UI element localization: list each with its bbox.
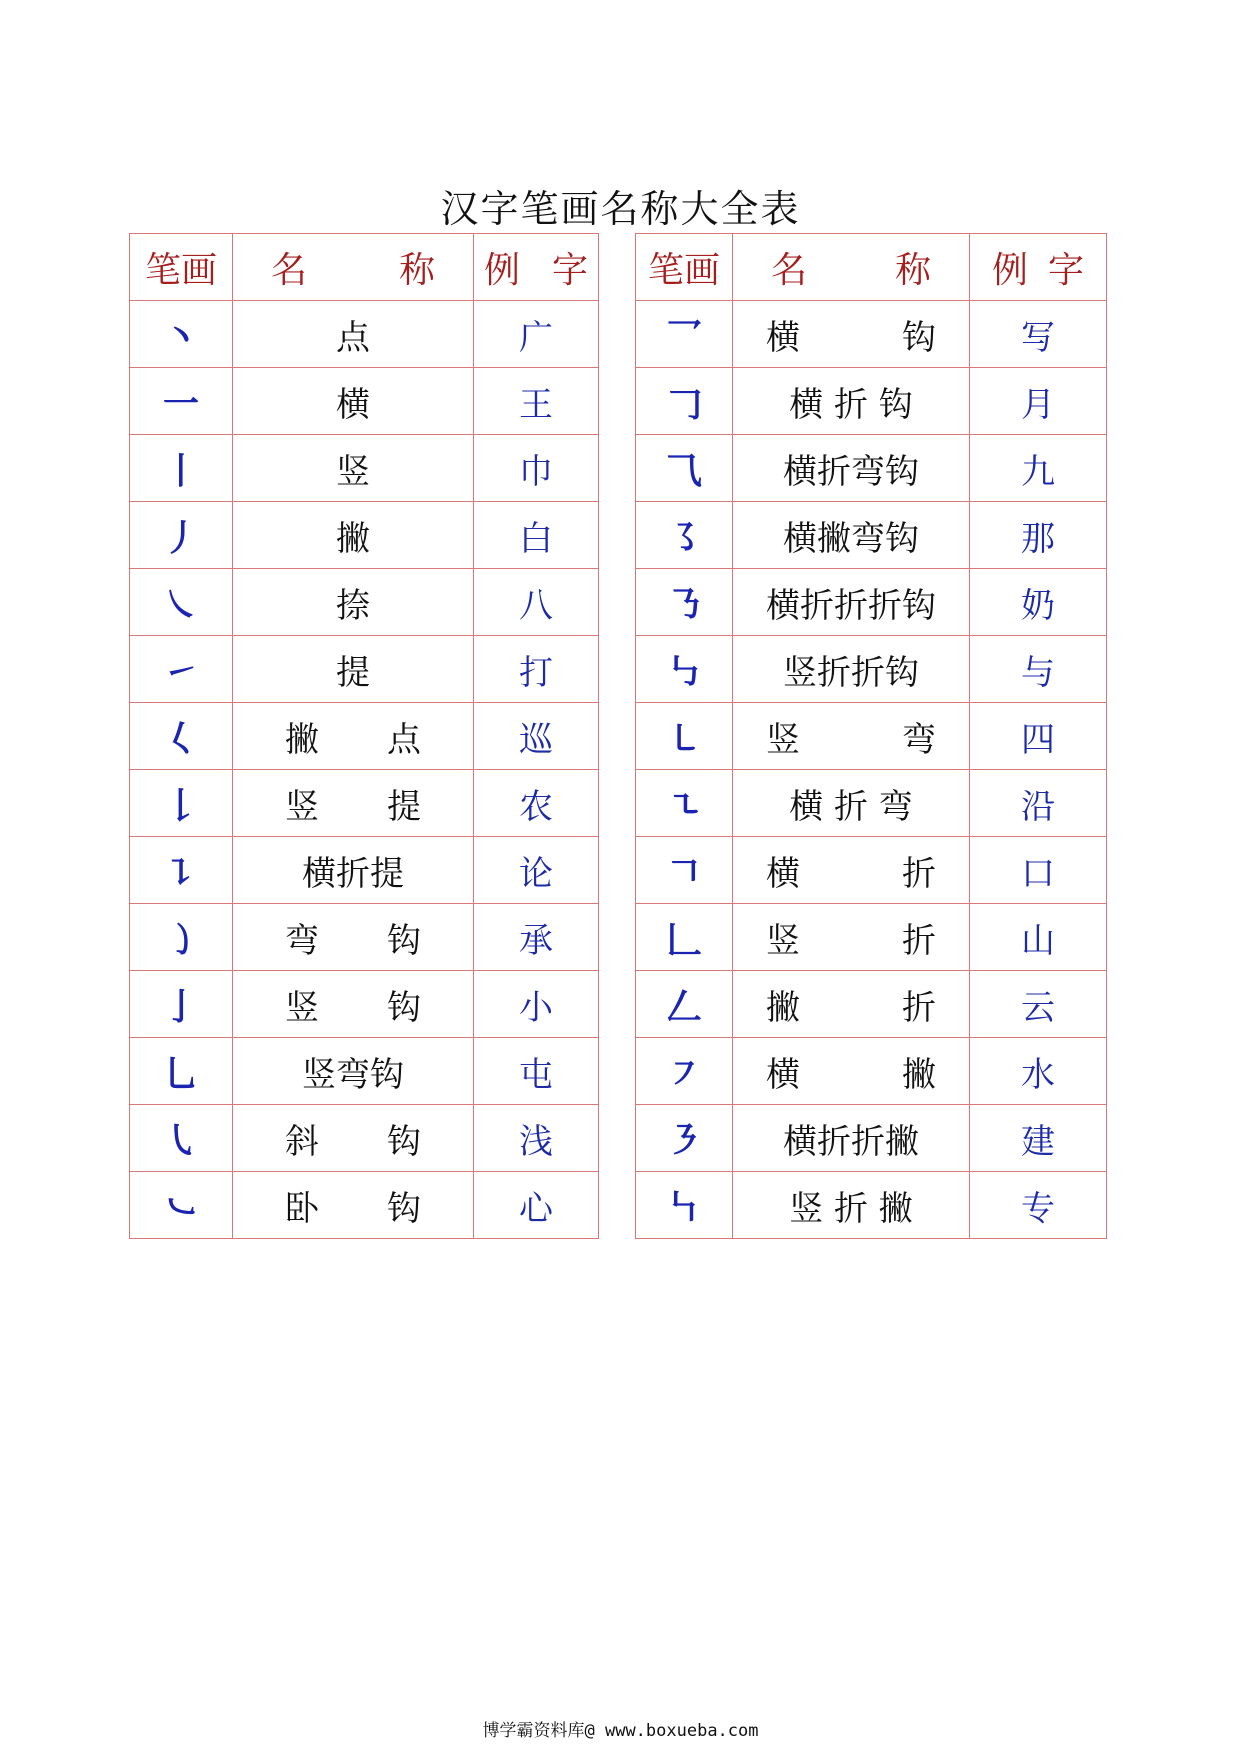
stroke-cell-right: ㇄ xyxy=(636,703,733,770)
name-cell-right: 横 钩 xyxy=(733,301,970,368)
table-row xyxy=(130,770,1107,837)
stroke-cell: 丿 xyxy=(130,502,233,569)
table-gap xyxy=(599,971,636,1038)
table-row xyxy=(130,971,1107,1038)
header-stroke: 笔画 xyxy=(130,234,233,301)
table-gap xyxy=(599,1172,636,1239)
stroke-cell-right: 𠃌 xyxy=(636,368,733,435)
stroke-cell: 𠄌 xyxy=(130,770,233,837)
example-cell-right: 口 xyxy=(970,837,1107,904)
stroke-cell: ㇁ xyxy=(130,904,233,971)
stroke-cell-right: ㇉ xyxy=(636,636,733,703)
table-row xyxy=(130,569,1107,636)
stroke-cell-right: 𠃊 xyxy=(636,904,733,971)
name-cell-right: 横 折 弯 xyxy=(733,770,970,837)
table-gap xyxy=(599,636,636,703)
header-name-2 xyxy=(733,234,970,301)
name-cell: 竖 xyxy=(233,435,474,502)
stroke-table xyxy=(129,233,1107,1239)
stroke-cell-right: 乛 xyxy=(636,301,733,368)
table-row xyxy=(130,435,1107,502)
stroke-cell: ㇀ xyxy=(130,636,233,703)
name-cell: 弯 钩 xyxy=(233,904,474,971)
example-cell-right: 水 xyxy=(970,1038,1107,1105)
footer-watermark: 博学霸资料库@ www.boxueba.com xyxy=(482,1721,759,1741)
table-gap xyxy=(599,904,636,971)
example-cell: 王 xyxy=(474,368,599,435)
stroke-cell: 一 xyxy=(130,368,233,435)
header-name xyxy=(233,234,474,301)
stroke-cell-right: ㇋ xyxy=(636,1105,733,1172)
table-gap xyxy=(599,770,636,837)
stroke-cell-right: 𠃍 xyxy=(636,837,733,904)
table-gap xyxy=(599,435,636,502)
page-title: 汉字笔画名称大全表 xyxy=(440,187,801,231)
name-cell: 横 xyxy=(233,368,474,435)
example-cell-right: 云 xyxy=(970,971,1107,1038)
name-cell: 撇 点 xyxy=(233,703,474,770)
example-cell-right: 专 xyxy=(970,1172,1107,1239)
table-header-row xyxy=(130,234,1107,301)
name-cell: 竖 提 xyxy=(233,770,474,837)
example-cell: 屯 xyxy=(474,1038,599,1105)
table-gap xyxy=(599,837,636,904)
name-cell: 捺 xyxy=(233,569,474,636)
name-cell: 竖弯钩 xyxy=(233,1038,474,1105)
example-cell-right: 九 xyxy=(970,435,1107,502)
name-cell-right: 竖折折钩 xyxy=(733,636,970,703)
name-cell: 竖 钩 xyxy=(233,971,474,1038)
stroke-cell-right: ⺄ xyxy=(636,435,733,502)
stroke-cell: 𡿨 xyxy=(130,703,233,770)
header-name-b: 称 xyxy=(398,249,435,291)
stroke-cell: ㇊ xyxy=(130,837,233,904)
table-gap xyxy=(599,1105,636,1172)
stroke-cell: 丨 xyxy=(130,435,233,502)
table-gap xyxy=(599,368,636,435)
name-cell-right: 横 折 钩 xyxy=(733,368,970,435)
example-cell: 八 xyxy=(474,569,599,636)
name-cell: 卧 钩 xyxy=(233,1172,474,1239)
stroke-cell: 乚 xyxy=(130,1038,233,1105)
stroke-cell: 丶 xyxy=(130,301,233,368)
header-stroke-2: 笔画 xyxy=(636,234,733,301)
example-cell: 打 xyxy=(474,636,599,703)
example-cell: 论 xyxy=(474,837,599,904)
name-cell: 斜 钩 xyxy=(233,1105,474,1172)
stroke-cell-right: 𠃋 xyxy=(636,971,733,1038)
example-cell: 巾 xyxy=(474,435,599,502)
name-cell-right: 横折折折钩 xyxy=(733,569,970,636)
stroke-cell: 亅 xyxy=(130,971,233,1038)
name-cell: 提 xyxy=(233,636,474,703)
example-cell-right: 四 xyxy=(970,703,1107,770)
table-gap xyxy=(599,1038,636,1105)
name-cell: 撇 xyxy=(233,502,474,569)
table-gap xyxy=(599,502,636,569)
stroke-cell-right: ㇍ xyxy=(636,770,733,837)
example-cell: 浅 xyxy=(474,1105,599,1172)
example-cell-right: 写 xyxy=(970,301,1107,368)
table-row xyxy=(130,1172,1107,1239)
header-name-b-2: 称 xyxy=(894,249,931,291)
header-name-a: 名 xyxy=(271,249,308,291)
stroke-cell-right: ㇇ xyxy=(636,1038,733,1105)
example-cell-right: 与 xyxy=(970,636,1107,703)
stroke-cell-right: ㇌ xyxy=(636,502,733,569)
table-row xyxy=(130,502,1107,569)
table-row xyxy=(130,368,1107,435)
example-cell-right: 月 xyxy=(970,368,1107,435)
example-cell: 小 xyxy=(474,971,599,1038)
name-cell-right: 横 撇 xyxy=(733,1038,970,1105)
name-cell-right: 横 折 xyxy=(733,837,970,904)
table-row xyxy=(130,904,1107,971)
header-ex-a-2: 例 xyxy=(992,249,1029,291)
header-ex-b: 字 xyxy=(551,249,588,291)
table-gap xyxy=(599,703,636,770)
table-row xyxy=(130,703,1107,770)
example-cell: 巡 xyxy=(474,703,599,770)
header-ex-b-2: 字 xyxy=(1047,249,1084,291)
table-row xyxy=(130,837,1107,904)
header-example xyxy=(474,234,599,301)
stroke-cell: ㇏ xyxy=(130,569,233,636)
name-cell: 横折提 xyxy=(233,837,474,904)
example-cell: 农 xyxy=(474,770,599,837)
example-cell-right: 山 xyxy=(970,904,1107,971)
name-cell-right: 横撇弯钩 xyxy=(733,502,970,569)
stroke-cell-right: ㇞ xyxy=(636,1172,733,1239)
stroke-table-wrapper xyxy=(129,233,1107,1239)
table-gap xyxy=(599,569,636,636)
table-row xyxy=(130,636,1107,703)
example-cell: 承 xyxy=(474,904,599,971)
example-cell: 心 xyxy=(474,1172,599,1239)
table-gap xyxy=(599,301,636,368)
name-cell-right: 竖 折 撇 xyxy=(733,1172,970,1239)
name-cell-right: 横折折撇 xyxy=(733,1105,970,1172)
name-cell-right: 横折弯钩 xyxy=(733,435,970,502)
stroke-cell-right: ㇡ xyxy=(636,569,733,636)
example-cell-right: 建 xyxy=(970,1105,1107,1172)
name-cell: 点 xyxy=(233,301,474,368)
example-cell-right: 沿 xyxy=(970,770,1107,837)
table-row xyxy=(130,301,1107,368)
header-ex-a: 例 xyxy=(484,249,521,291)
example-cell: 白 xyxy=(474,502,599,569)
table-row xyxy=(130,1105,1107,1172)
header-name-a-2: 名 xyxy=(771,249,808,291)
name-cell-right: 撇 折 xyxy=(733,971,970,1038)
table-gap xyxy=(599,234,636,301)
header-example-2 xyxy=(970,234,1107,301)
example-cell-right: 奶 xyxy=(970,569,1107,636)
stroke-cell: ㇃ xyxy=(130,1172,233,1239)
name-cell-right: 竖 折 xyxy=(733,904,970,971)
table-row xyxy=(130,1038,1107,1105)
stroke-cell: ㇂ xyxy=(130,1105,233,1172)
example-cell-right: 那 xyxy=(970,502,1107,569)
example-cell: 广 xyxy=(474,301,599,368)
name-cell-right: 竖 弯 xyxy=(733,703,970,770)
